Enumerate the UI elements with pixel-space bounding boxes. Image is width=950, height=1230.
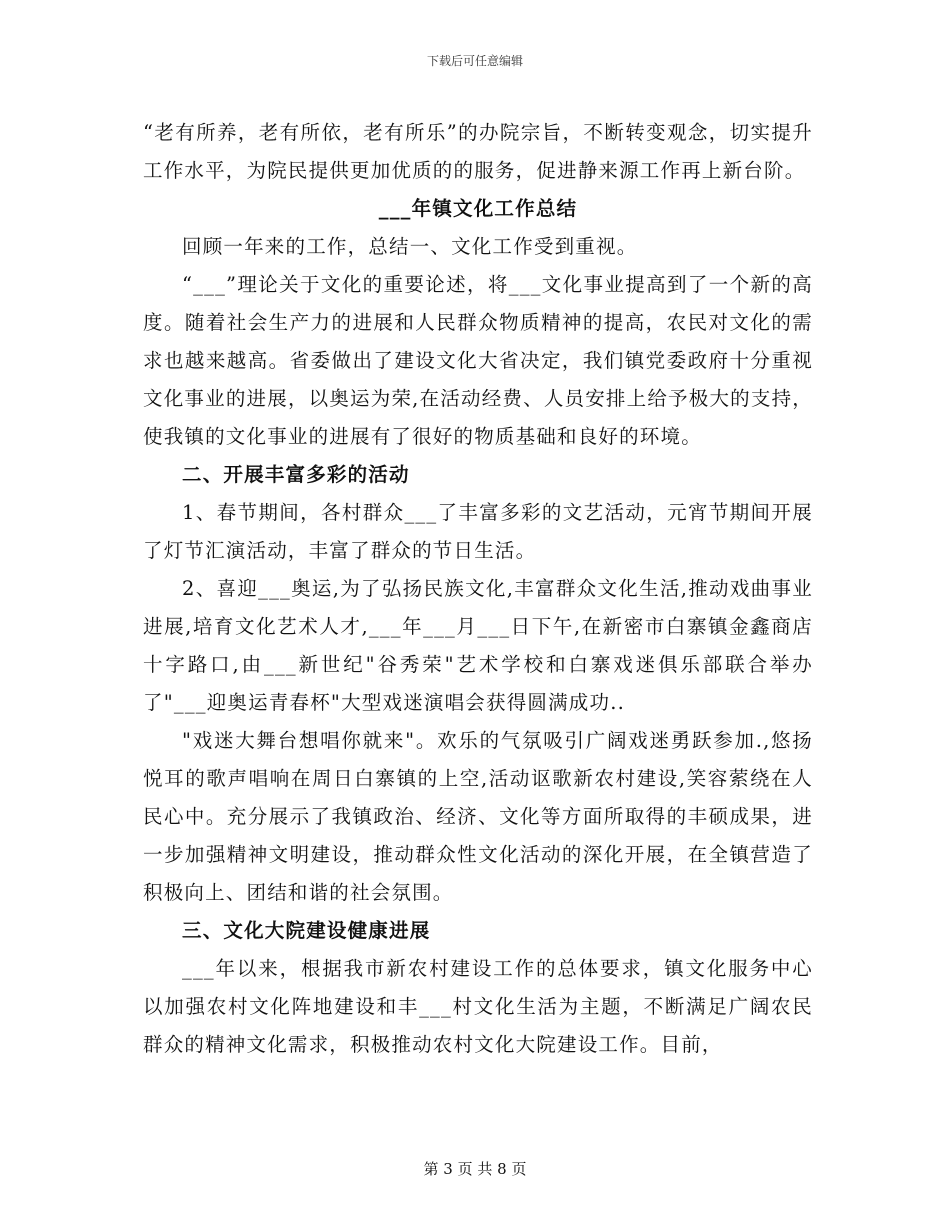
paragraph-olympics-event: 2、喜迎___奥运,为了弘扬民族文化,丰富群众文化生活,推动戏曲事业进展,培育文化艺术人才,___年___月___日下午,在新密市白寨镇金鑫商店十字路口,由___新世纪"谷秀荣"艺术学校和白寨戏迷俱乐部联合举办了"___迎奥运青春杯"大型戏迷演唱会获得圆满成功.. bbox=[143, 577, 813, 714]
page-number: 第 3 页 共 8 页 bbox=[423, 1160, 527, 1178]
document-body bbox=[143, 114, 813, 1064]
header-note: 下载后可任意编辑 bbox=[426, 54, 523, 68]
section-heading-activities: 二、开展丰富多彩的活动 bbox=[182, 463, 410, 486]
paragraph-spring-festival: 1、春节期间，各村群众___了丰富多彩的文艺活动，元宵节期间开展了灯节汇演活动，丰富了群众的节日生活。 bbox=[143, 501, 813, 562]
paragraph-courtyard: ___年以来，根据我市新农村建设工作的总体要求，镇文化服务中心以加强农村文化阵地建设和丰___村文化生活为主题，不断满足广阔农民群众的精神文化需求，积极推动农村文化大院建设工作。目前， bbox=[143, 957, 813, 1056]
paragraph-intro: 回顾一年来的工作，总结一、文化工作受到重视。 bbox=[182, 235, 638, 258]
document-title: ___年镇文化工作总结 bbox=[378, 197, 578, 220]
paragraph-opera-stage: "戏迷大舞台想唱你就来"。欢乐的气氛吸引广阔戏迷勇跃参加.,悠扬悦耳的歌声唱响在周日白寨镇的上空,活动讴歌新农村建设,笑容萦绕在人民心中。充分展示了我镇政治、经济、文化等方面所取得的丰硕成果，进一步加强精神文明建设，推动群众性文化活动的深化开展，在全镇营造了积极向上、团结和谐的社会氛围。 bbox=[143, 729, 813, 904]
paragraph-continuation: “老有所养，老有所依，老有所乐”的办院宗旨，不断转变观念，切实提升工作水平，为院民提供更加优质的的服务，促进静来源工作再上新台阶。 bbox=[143, 121, 813, 182]
paragraph-theory: “___”理论关于文化的重要论述，将___文化事业提高到了一个新的高度。随着社会生产力的进展和人民群众物质精神的提高，农民对文化的需求也越来越高。省委做出了建设文化大省决定，我们镇党委政府十分重视文化事业的进展，以奥运为荣,在活动经费、人员安排上给予极大的支持，使我镇的文化事业的进展有了很好的物质基础和良好的环境。 bbox=[143, 273, 813, 448]
section-heading-courtyard: 三、文化大院建设健康进展 bbox=[182, 919, 431, 942]
